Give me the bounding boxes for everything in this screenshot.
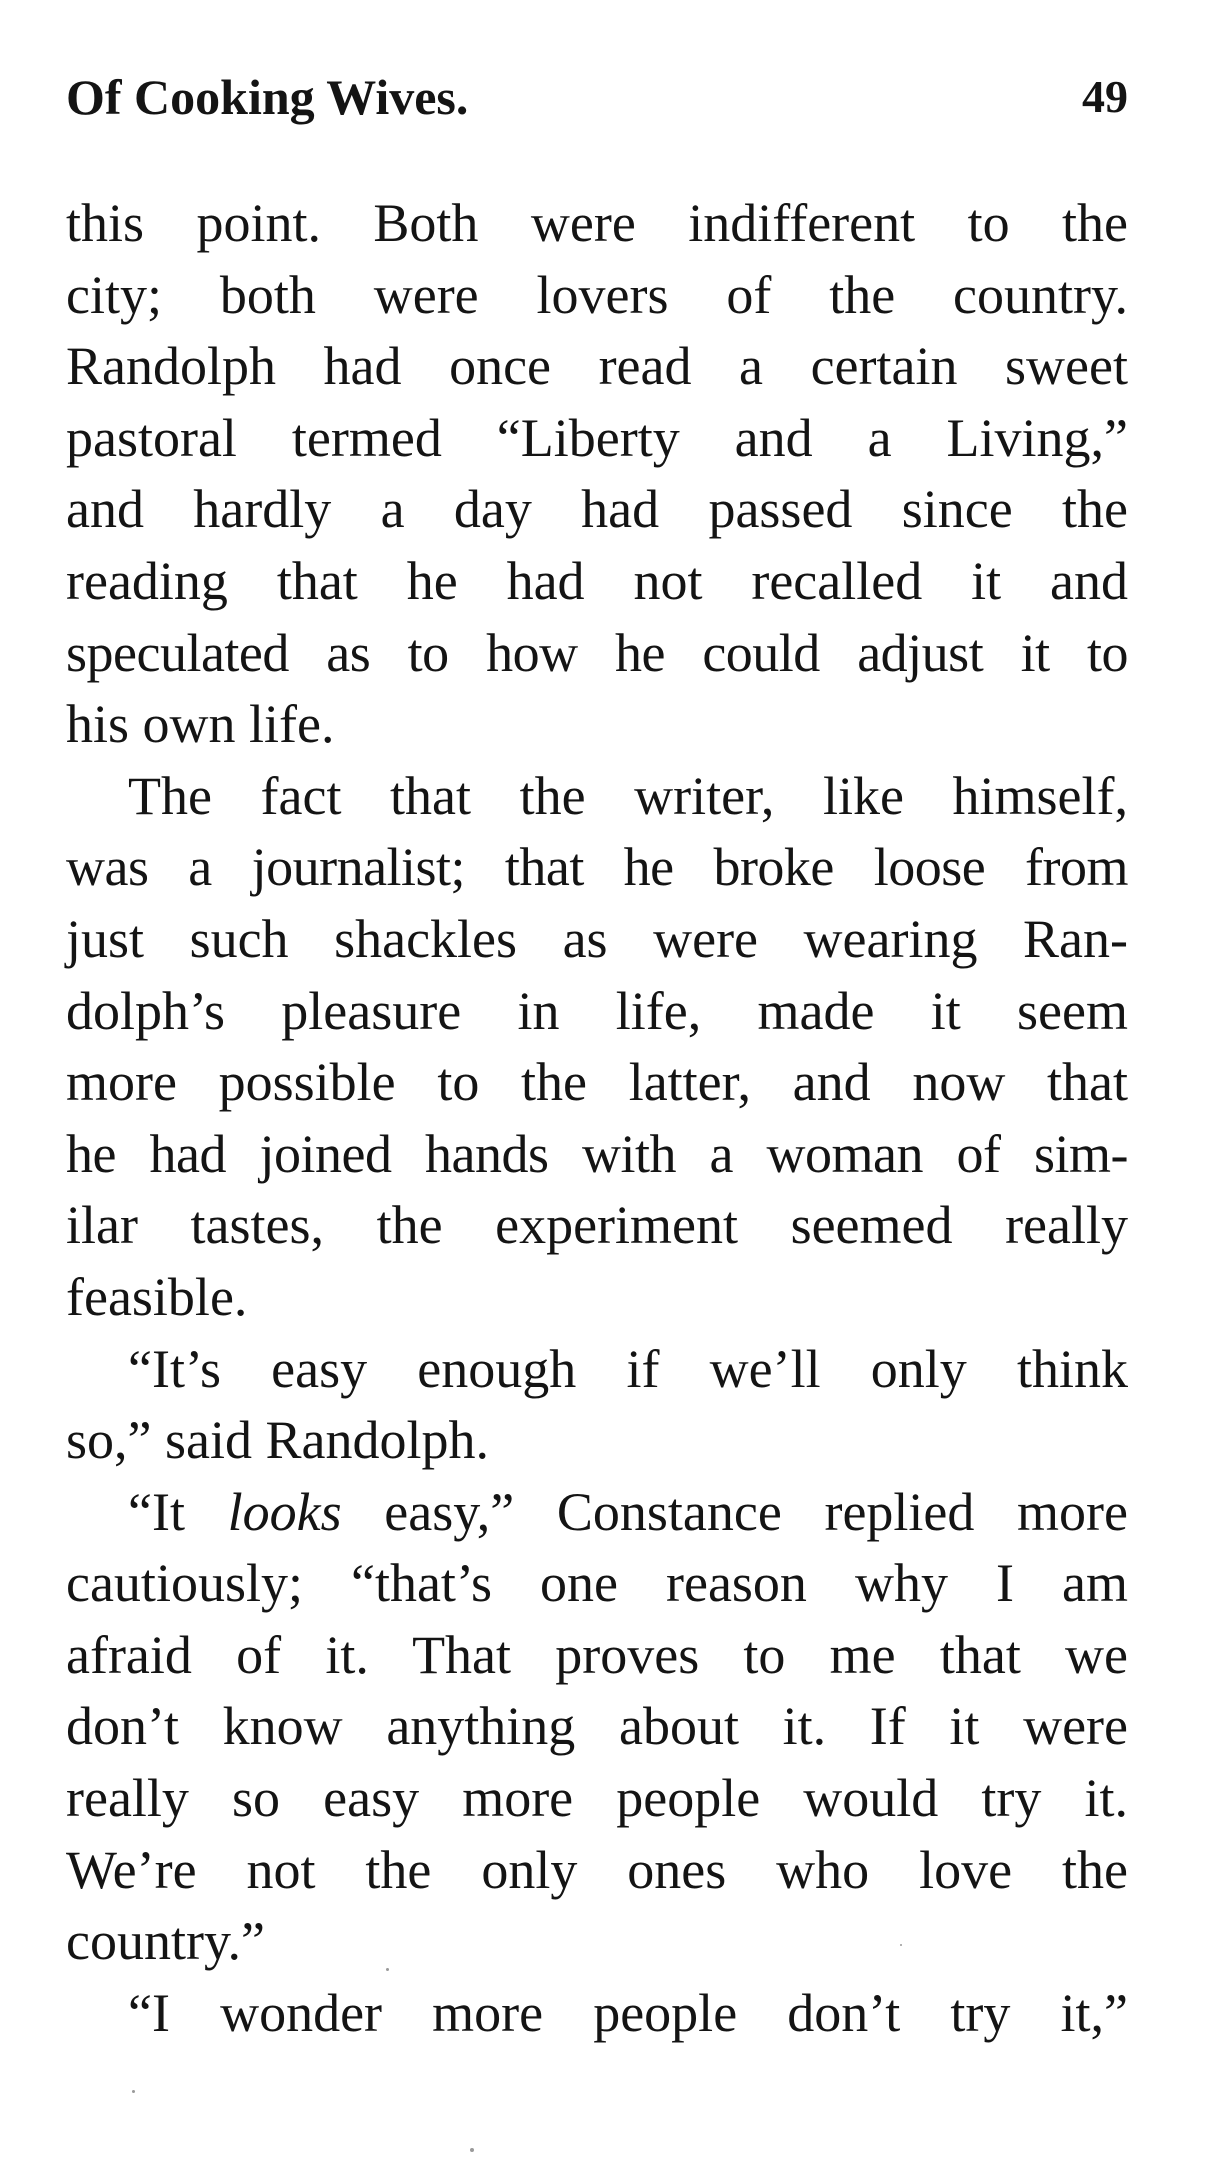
speck (470, 2148, 474, 2152)
text-line: more possible to the latter, and now that (66, 1052, 1128, 1113)
text-line: was a journalist; that he broke loose from (66, 837, 1128, 898)
text-line: don’t know anything about it. If it were (66, 1696, 1128, 1757)
text-line: dolph’s pleasure in life, made it seem (66, 980, 1128, 1041)
text-line: Randolph had once read a certain sweet (66, 336, 1128, 397)
text-segment: easy,” Constance replied more (341, 1481, 1129, 1542)
text-line: country.” (66, 1911, 265, 1972)
running-title: Of Cooking Wives. (66, 69, 469, 125)
text-segment: “It (128, 1481, 228, 1542)
speck (132, 2090, 135, 2093)
text-line-with-emphasis (66, 1477, 1128, 1549)
speck (900, 1944, 902, 1946)
text-line: afraid of it. That proves to me that we (66, 1624, 1128, 1685)
text-line: really so easy more people would try it. (66, 1768, 1128, 1829)
text-line: The fact that the writer, like himself, (128, 765, 1128, 826)
text-line: We’re not the only ones who love the (66, 1839, 1128, 1900)
text-line: cautiously; “that’s one reason why I am (66, 1553, 1128, 1614)
speck (386, 1968, 389, 1971)
text-line: so,” said Randolph. (66, 1410, 489, 1471)
running-head (66, 62, 1128, 132)
text-line: just such shackles as were wearing Ran- (66, 908, 1128, 969)
text-line: pastoral termed “Liberty and a Living,” (66, 407, 1128, 468)
text-line: and hardly a day had passed since the (66, 479, 1128, 540)
text-line: city; both were lovers of the country. (66, 264, 1128, 325)
text-line: “It’s easy enough if we’ll only think (128, 1338, 1128, 1399)
text-line: ilar tastes, the experiment seemed really (66, 1195, 1128, 1256)
text-line: speculated as to how he could adjust it to (66, 622, 1128, 683)
text-line: reading that he had not recalled it and (66, 550, 1128, 611)
page-number: 49 (1082, 71, 1128, 122)
text-line: his own life. (66, 694, 335, 755)
emphasized-word: looks (227, 1481, 342, 1542)
body-text (66, 188, 1128, 2049)
text-line: he had joined hands with a woman of sim- (66, 1123, 1128, 1184)
text-line: feasible. (66, 1266, 248, 1327)
text-line: this point. Both were indifferent to the (66, 193, 1128, 253)
text-line: “I wonder more people don’t try it,” (128, 1982, 1128, 2043)
